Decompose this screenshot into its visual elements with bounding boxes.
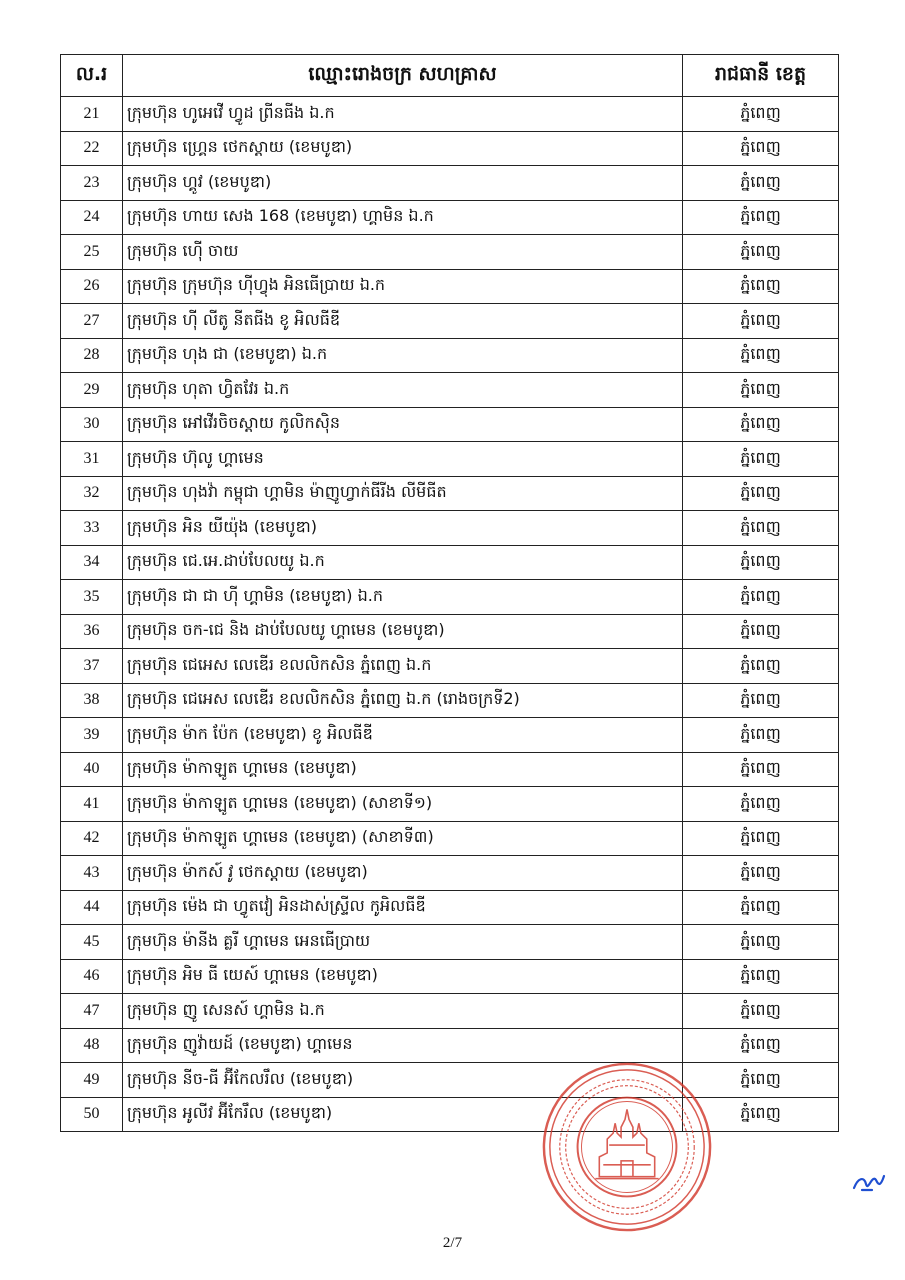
company-name: ក្រុមហ៊ុន ហ៊ើ ចាយ — [123, 235, 683, 270]
company-name: ក្រុមហ៊ុន ហុងវ៉ា កម្ពុជា ហ្គាមិន ម៉ាញូហ្វាក់ធីរីង លីមីធីត — [123, 476, 683, 511]
row-number: 25 — [61, 235, 123, 270]
company-name: ក្រុមហ៊ុន ក្រុមហ៊ុន ហ៊ីហ្វុង អិនធើប្រាយ ឯ.ក — [123, 269, 683, 304]
province-name: ភ្នំពេញ — [683, 614, 839, 649]
company-name: ក្រុមហ៊ុន ចក-ជេ និង ដាប់បែលយូ ហ្គាមេន (ខេមបូឌា) — [123, 614, 683, 649]
table-row — [61, 166, 839, 201]
province-name: ភ្នំពេញ — [683, 890, 839, 925]
province-name: ភ្នំពេញ — [683, 683, 839, 718]
company-list-table — [60, 54, 839, 1132]
table-row — [61, 200, 839, 235]
table-row — [61, 959, 839, 994]
province-name: ភ្នំពេញ — [683, 269, 839, 304]
table-row — [61, 269, 839, 304]
company-name: ក្រុមហ៊ុន ជា ជា ហ៊ី ហ្គាមិន (ខេមបូឌា) ឯ.ក — [123, 580, 683, 615]
row-number: 48 — [61, 1028, 123, 1063]
company-name: ក្រុមហ៊ុន ហ្គ្រេន ថេកស្តាយ (ខេមបូឌា) — [123, 131, 683, 166]
table-row — [61, 511, 839, 546]
province-name: ភ្នំពេញ — [683, 407, 839, 442]
header-province: រាជធានី ខេត្ត — [683, 55, 839, 97]
table-row — [61, 1097, 839, 1132]
province-name: ភ្នំពេញ — [683, 511, 839, 546]
province-name: ភ្នំពេញ — [683, 649, 839, 684]
province-name: ភ្នំពេញ — [683, 925, 839, 960]
company-name: ក្រុមហ៊ុន ជេ.អេ.ដាប់បែលយូ ឯ.ក — [123, 545, 683, 580]
table-row — [61, 442, 839, 477]
company-name: ក្រុមហ៊ុន ញូ សេនស៍ ហ្គាមិន ឯ.ក — [123, 994, 683, 1029]
row-number: 28 — [61, 338, 123, 373]
row-number: 44 — [61, 890, 123, 925]
company-name: ក្រុមហ៊ុន ជេអេស លេឌើរ ខលលិកសិន ភ្នំពេញ ឯ.ក (រោងចក្រទី2) — [123, 683, 683, 718]
header-company-name: ឈ្មោះរោងចក្រ សហគ្រាស — [123, 55, 683, 97]
table-row — [61, 580, 839, 615]
province-name: ភ្នំពេញ — [683, 166, 839, 201]
page-number: 2/7 — [442, 1235, 463, 1251]
row-number: 46 — [61, 959, 123, 994]
row-number: 40 — [61, 752, 123, 787]
table-row — [61, 131, 839, 166]
company-name: ក្រុមហ៊ុន នីច-ធី អ៊ីកែលរឹល (ខេមបូឌា) — [123, 1063, 683, 1098]
table-row — [61, 718, 839, 753]
row-number: 43 — [61, 856, 123, 891]
company-name: ក្រុមហ៊ុន អៅវើរចិចស្តាយ កូលិកស៊ិន — [123, 407, 683, 442]
province-name: ភ្នំពេញ — [683, 856, 839, 891]
province-name: ភ្នំពេញ — [683, 545, 839, 580]
table-header-row — [61, 55, 839, 97]
table-row — [61, 925, 839, 960]
province-name: ភ្នំពេញ — [683, 97, 839, 132]
province-name: ភ្នំពេញ — [683, 787, 839, 822]
company-name: ក្រុមហ៊ុន ម៉ាកាឡូត ហ្គាមេន (ខេមបូឌា) (សាខាទី១) — [123, 787, 683, 822]
company-name: ក្រុមហ៊ុន ម៉ាក ប៉ែក (ខេមបូឌា) ខូ អិលធីឌី — [123, 718, 683, 753]
province-name: ភ្នំពេញ — [683, 476, 839, 511]
company-name: ក្រុមហ៊ុន ម៉ាកាឡូត ហ្គាមេន (ខេមបូឌា) — [123, 752, 683, 787]
company-name: ក្រុមហ៊ុន ញូវ៉ាយដ៍ (ខេមបូឌា) ហ្គាមេន — [123, 1028, 683, 1063]
company-name: ក្រុមហ៊ុន អិន យីយ៉ុង (ខេមបូឌា) — [123, 511, 683, 546]
province-name: ភ្នំពេញ — [683, 959, 839, 994]
province-name: ភ្នំពេញ — [683, 1063, 839, 1098]
table-row — [61, 683, 839, 718]
table-row — [61, 856, 839, 891]
row-number: 23 — [61, 166, 123, 201]
province-name: ភ្នំពេញ — [683, 304, 839, 339]
province-name: ភ្នំពេញ — [683, 338, 839, 373]
table-row — [61, 1063, 839, 1098]
table-row — [61, 338, 839, 373]
table-row — [61, 752, 839, 787]
row-number: 30 — [61, 407, 123, 442]
row-number: 47 — [61, 994, 123, 1029]
province-name: ភ្នំពេញ — [683, 821, 839, 856]
table-row — [61, 304, 839, 339]
company-name: ក្រុមហ៊ុន ហូអេវើ ហ្វូដ ព្រីនធីង ឯ.ក — [123, 97, 683, 132]
company-name: ក្រុមហ៊ុន អូលីវ អ៊ីកែរឹល (ខេមបូឌា) — [123, 1097, 683, 1132]
table-row — [61, 1028, 839, 1063]
province-name: ភ្នំពេញ — [683, 442, 839, 477]
row-number: 34 — [61, 545, 123, 580]
row-number: 38 — [61, 683, 123, 718]
table-row — [61, 373, 839, 408]
row-number: 36 — [61, 614, 123, 649]
table-row — [61, 235, 839, 270]
row-number: 31 — [61, 442, 123, 477]
company-name: ក្រុមហ៊ុន ម៉េង ជា ហ្វូតវៀ អិនដាស់ស្ទ្រីល កូអិលធីឌី — [123, 890, 683, 925]
table-row — [61, 994, 839, 1029]
province-name: ភ្នំពេញ — [683, 580, 839, 615]
row-number: 26 — [61, 269, 123, 304]
company-name: ក្រុមហ៊ុន ម៉ាកាឡូត ហ្គាមេន (ខេមបូឌា) (សាខាទី៣) — [123, 821, 683, 856]
company-name: ក្រុមហ៊ុន ម៉ាកស៍ វូ ថេកស្តាយ (ខេមបូឌា) — [123, 856, 683, 891]
company-name: ក្រុមហ៊ុន ហាយ សេង 168 (ខេមបូឌា) ហ្គាមិន ឯ.ក — [123, 200, 683, 235]
row-number: 27 — [61, 304, 123, 339]
row-number: 32 — [61, 476, 123, 511]
company-name: ក្រុមហ៊ុន ម៉ានីង គ្លរី ហ្គាមេន អេនធើប្រាយ — [123, 925, 683, 960]
province-name: ភ្នំពេញ — [683, 131, 839, 166]
row-number: 39 — [61, 718, 123, 753]
province-name: ភ្នំពេញ — [683, 752, 839, 787]
row-number: 21 — [61, 97, 123, 132]
row-number: 37 — [61, 649, 123, 684]
row-number: 35 — [61, 580, 123, 615]
row-number: 29 — [61, 373, 123, 408]
table-row — [61, 890, 839, 925]
row-number: 22 — [61, 131, 123, 166]
province-name: ភ្នំពេញ — [683, 1028, 839, 1063]
province-name: ភ្នំពេញ — [683, 718, 839, 753]
province-name: ភ្នំពេញ — [683, 994, 839, 1029]
row-number: 33 — [61, 511, 123, 546]
company-name: ក្រុមហ៊ុន ហុតា ហ្វិតវែរ ឯ.ក — [123, 373, 683, 408]
table-row — [61, 476, 839, 511]
table-row — [61, 407, 839, 442]
row-number: 50 — [61, 1097, 123, 1132]
table-row — [61, 614, 839, 649]
province-name: ភ្នំពេញ — [683, 1097, 839, 1132]
company-name: ក្រុមហ៊ុន ហ៊ុលូ ហ្គាមេន — [123, 442, 683, 477]
table-row — [61, 545, 839, 580]
signature-mark — [850, 1168, 890, 1198]
company-name: ក្រុមហ៊ុន ហ៊ី លីតូ នីតធីង ខូ អិលធីឌី — [123, 304, 683, 339]
table-row — [61, 821, 839, 856]
header-number: ល.រ — [61, 55, 123, 97]
table-body — [61, 97, 839, 1132]
company-name: ក្រុមហ៊ុន ហ្គូវ (ខេមបូឌា) — [123, 166, 683, 201]
row-number: 24 — [61, 200, 123, 235]
company-name: ក្រុមហ៊ុន ជេអេស លេឌើរ ខលលិកសិន ភ្នំពេញ ឯ.ក — [123, 649, 683, 684]
province-name: ភ្នំពេញ — [683, 373, 839, 408]
row-number: 45 — [61, 925, 123, 960]
row-number: 42 — [61, 821, 123, 856]
company-name: ក្រុមហ៊ុន ហុង ជា (ខេមបូឌា) ឯ.ក — [123, 338, 683, 373]
province-name: ភ្នំពេញ — [683, 200, 839, 235]
table-row — [61, 649, 839, 684]
table-row — [61, 97, 839, 132]
row-number: 41 — [61, 787, 123, 822]
company-name: ក្រុមហ៊ុន អិម ធី យេស៍ ហ្គាមេន (ខេមបូឌា) — [123, 959, 683, 994]
province-name: ភ្នំពេញ — [683, 235, 839, 270]
table-row — [61, 787, 839, 822]
row-number: 49 — [61, 1063, 123, 1098]
